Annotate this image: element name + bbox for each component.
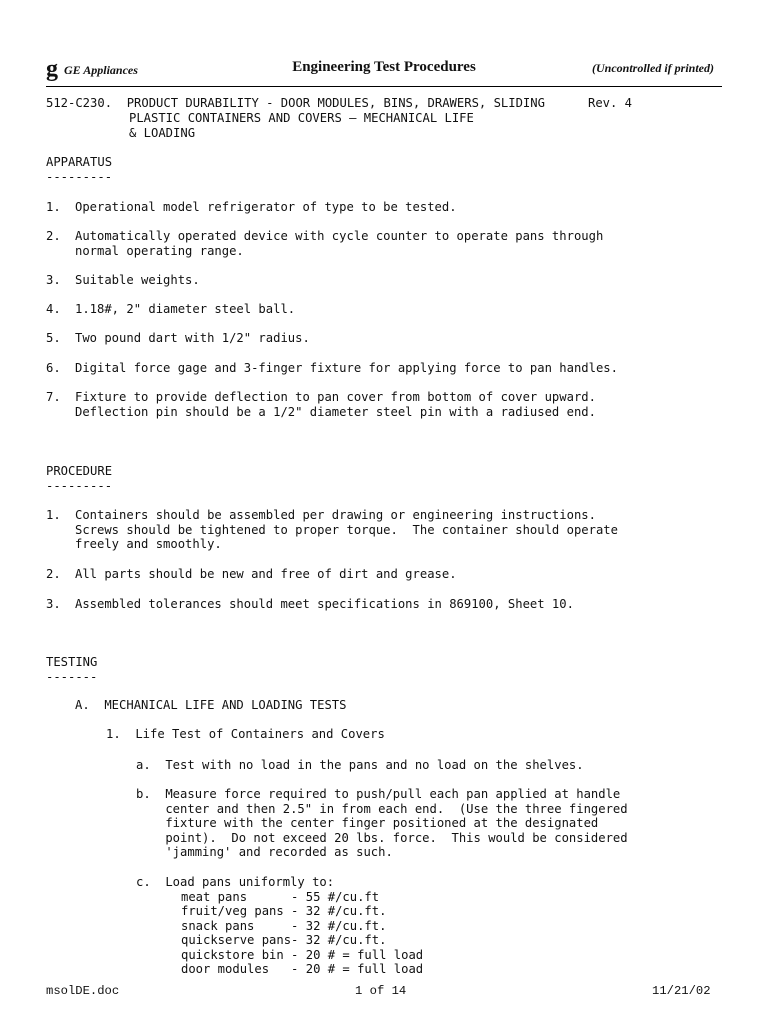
- apparatus-text-3: Suitable weights.: [75, 273, 200, 287]
- testing-underline: -------: [46, 670, 98, 684]
- sub-item-c: c. Load pans uniformly to:: [136, 875, 335, 889]
- testing-heading: TESTING: [46, 655, 98, 669]
- load-line-fruit-veg: fruit/veg pans - 32 #/cu.ft.: [181, 904, 387, 918]
- apparatus-num-5: 5.: [46, 331, 61, 345]
- procedure-text-1: Containers should be assembled per drawing or engineering instructions. Screws should be tightened to proper torque. The container should operate freely and smoothly.: [75, 508, 618, 552]
- company-name: GE Appliances: [64, 63, 138, 77]
- apparatus-num-7: 7.: [46, 390, 61, 404]
- apparatus-text-1: Operational model refrigerator of type to be tested.: [75, 200, 457, 214]
- uncontrolled-notice: (Uncontrolled if printed): [592, 61, 714, 75]
- doc-title-line-2: PLASTIC CONTAINERS AND COVERS – MECHANICAL LIFE: [129, 111, 474, 125]
- section-a-heading: A. MECHANICAL LIFE AND LOADING TESTS: [75, 698, 347, 712]
- load-line-quickserve: quickserve pans- 32 #/cu.ft.: [181, 933, 387, 947]
- apparatus-text-2: Automatically operated device with cycle counter to operate pans through normal operating range.: [75, 229, 604, 258]
- apparatus-num-2: 2.: [46, 229, 61, 243]
- load-line-door-modules: door modules - 20 # = full load: [181, 962, 424, 976]
- apparatus-text-4: 1.18#, 2" diameter steel ball.: [75, 302, 296, 316]
- procedure-num-3: 3.: [46, 597, 61, 611]
- page-header: [46, 54, 722, 82]
- load-line-meat: meat pans - 55 #/cu.ft: [181, 890, 380, 904]
- procedure-num-1: 1.: [46, 508, 61, 522]
- procedure-heading: PROCEDURE: [46, 464, 113, 478]
- apparatus-text-5: Two pound dart with 1/2" radius.: [75, 331, 310, 345]
- apparatus-heading: APPARATUS: [46, 155, 113, 169]
- procedure-text-2: All parts should be new and free of dirt and grease.: [75, 567, 457, 581]
- sub-item-b: b. Measure force required to push/pull each pan applied at handle center and then 2.5" in from each end. (Use the three fingered fixture with the center finger positioned at the designated point). Do not exceed 20 lbs. force. This would be considered 'jamming' and recorded as such.: [136, 787, 628, 860]
- revision: Rev. 4: [588, 96, 633, 110]
- procedure-underline: ---------: [46, 479, 113, 493]
- apparatus-text-7: Fixture to provide deflection to pan cover from bottom of cover upward. Deflection pin should be a 1/2" diameter steel pin with a radiused end.: [75, 390, 596, 419]
- apparatus-num-1: 1.: [46, 200, 61, 214]
- apparatus-underline: ---------: [46, 170, 113, 184]
- apparatus-num-3: 3.: [46, 273, 61, 287]
- apparatus-num-4: 4.: [46, 302, 61, 316]
- apparatus-text-6: Digital force gage and 3-finger fixture for applying force to pan handles.: [75, 361, 618, 375]
- load-line-quickstore: quickstore bin - 20 # = full load: [181, 948, 424, 962]
- load-line-snack: snack pans - 32 #/cu.ft.: [181, 919, 387, 933]
- item-1-heading: 1. Life Test of Containers and Covers: [106, 727, 385, 741]
- ge-logo-glyph: g: [46, 56, 58, 82]
- sub-item-a: a. Test with no load in the pans and no load on the shelves.: [136, 758, 584, 772]
- footer-filename: msolDE.doc: [46, 984, 120, 998]
- doc-title-line-3: & LOADING: [129, 126, 196, 140]
- doc-id-line: 512-C230. PRODUCT DURABILITY - DOOR MODULES, BINS, DRAWERS, SLIDING: [46, 96, 545, 110]
- footer-date: 11/21/02: [652, 984, 711, 998]
- footer-page-number: 1 of 14: [355, 984, 407, 998]
- apparatus-num-6: 6.: [46, 361, 61, 375]
- header-title: Engineering Test Procedures: [292, 59, 476, 75]
- header-rule: [46, 86, 722, 87]
- procedure-num-2: 2.: [46, 567, 61, 581]
- procedure-text-3: Assembled tolerances should meet specifications in 869100, Sheet 10.: [75, 597, 574, 611]
